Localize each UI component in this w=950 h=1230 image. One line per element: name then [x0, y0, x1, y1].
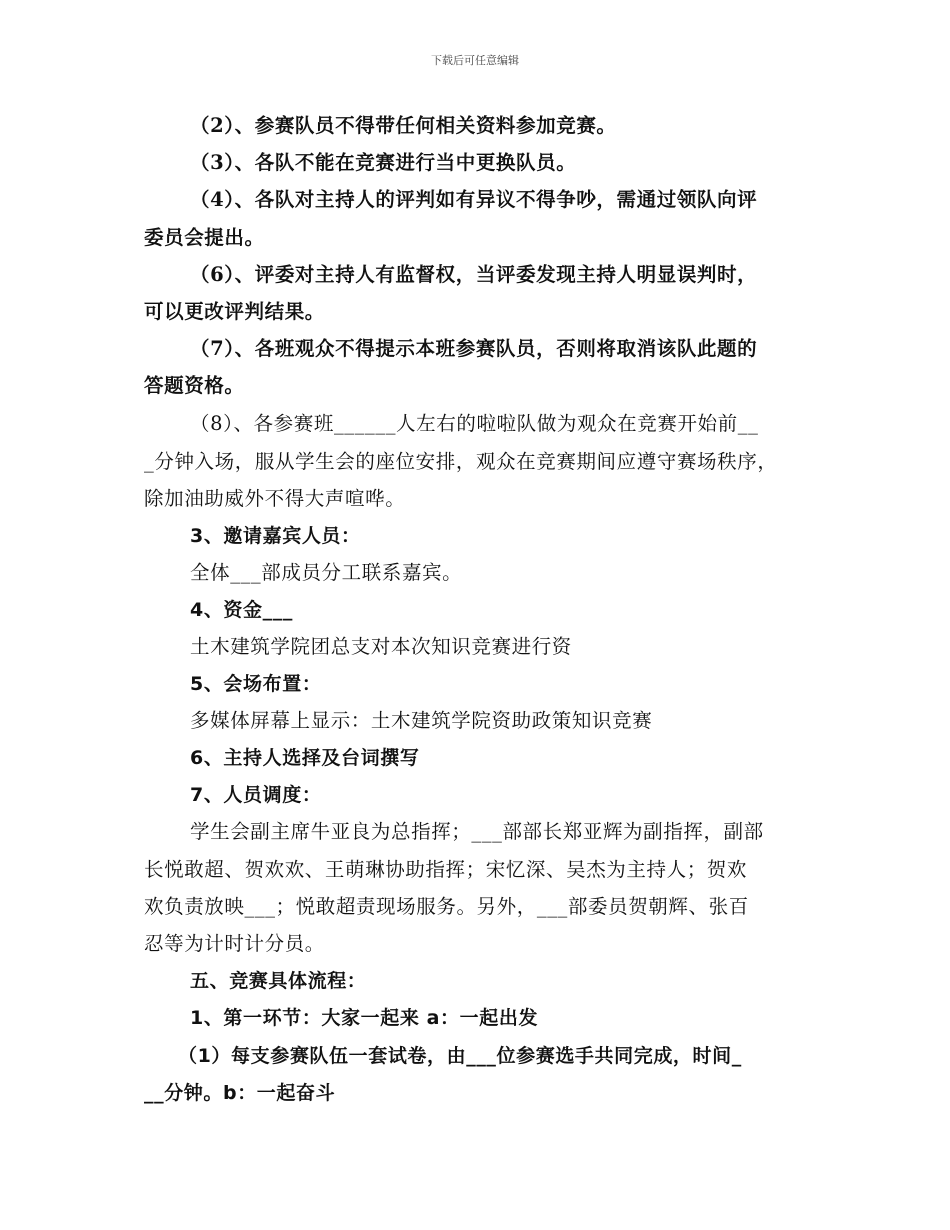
page-header-note: 下载后可任意编辑 — [431, 54, 519, 67]
section-4-text: 土木建筑学院团总支对本次知识竞赛进行资 — [190, 635, 572, 658]
rule-3: （3）、各队不能在竞赛进行当中更换队员。 — [190, 151, 577, 174]
section-4-heading: 4、资金___ — [190, 599, 293, 621]
section-5-text: 多媒体屏幕上显示：土木建筑学院资助政策知识竞赛 — [190, 709, 653, 732]
rule-4-line1: （4）、各队对主持人的评判如有异议不得争吵，需通过领队向评 — [190, 188, 758, 211]
rule-7-line2: 答题资格。 — [144, 374, 245, 397]
section-5-heading: 5、会场布置： — [190, 673, 322, 695]
stage-1-heading: 1、第一环节：大家一起来 a：一起出发 — [190, 1007, 539, 1029]
staffing-line4: 忍等为计时计分员。 — [144, 932, 325, 955]
rule-4-line2: 委员会提出。 — [144, 226, 265, 249]
section-five-heading: 五、竞赛具体流程： — [190, 970, 367, 992]
section-3-heading: 3、邀请嘉宾人员： — [190, 525, 361, 547]
section-3-text: 全体___部成员分工联系嘉宾。 — [190, 561, 463, 584]
staffing-line2: 长悦敢超、贺欢欢、王萌琳协助指挥；宋忆深、吴杰为主持人；贺欢 — [144, 858, 748, 881]
rule-8-line2: _分钟入场，服从学生会的座位安排，观众在竞赛期间应遵守赛场秩序， — [144, 450, 778, 473]
stage-1-rule-line2: __分钟。b：一起奋斗 — [144, 1082, 336, 1104]
rule-8-line3: 除加油助威外不得大声喧哗。 — [144, 487, 406, 510]
stage-1-rule-line1: （1）每支参赛队伍一套试卷，由___位参赛选手共同完成，时间_ — [178, 1045, 742, 1067]
section-7-heading: 7、人员调度： — [190, 784, 322, 806]
rule-6-line1: （6）、评委对主持人有监督权，当评委发现主持人明显误判时， — [190, 263, 758, 286]
section-6-heading: 6、主持人选择及台词撰写 — [190, 747, 420, 769]
rule-2: （2）、参赛队员不得带任何相关资料参加竞赛。 — [190, 114, 617, 137]
rule-8-line1: （8）、各参赛班______人左右的啦啦队做为观众在竞赛开始前__ — [190, 412, 759, 435]
staffing-line3: 欢负责放映___；悦敢超责现场服务。另外，___部委员贺朝辉、张百 — [144, 895, 749, 918]
rule-7-line1: （7）、各班观众不得提示本班参赛队员，否则将取消该队此题的 — [190, 337, 758, 360]
staffing-line1: 学生会副主席牛亚良为总指挥；___部部长郑亚辉为副指挥，副部 — [190, 820, 764, 843]
rule-6-line2: 可以更改评判结果。 — [144, 300, 325, 323]
